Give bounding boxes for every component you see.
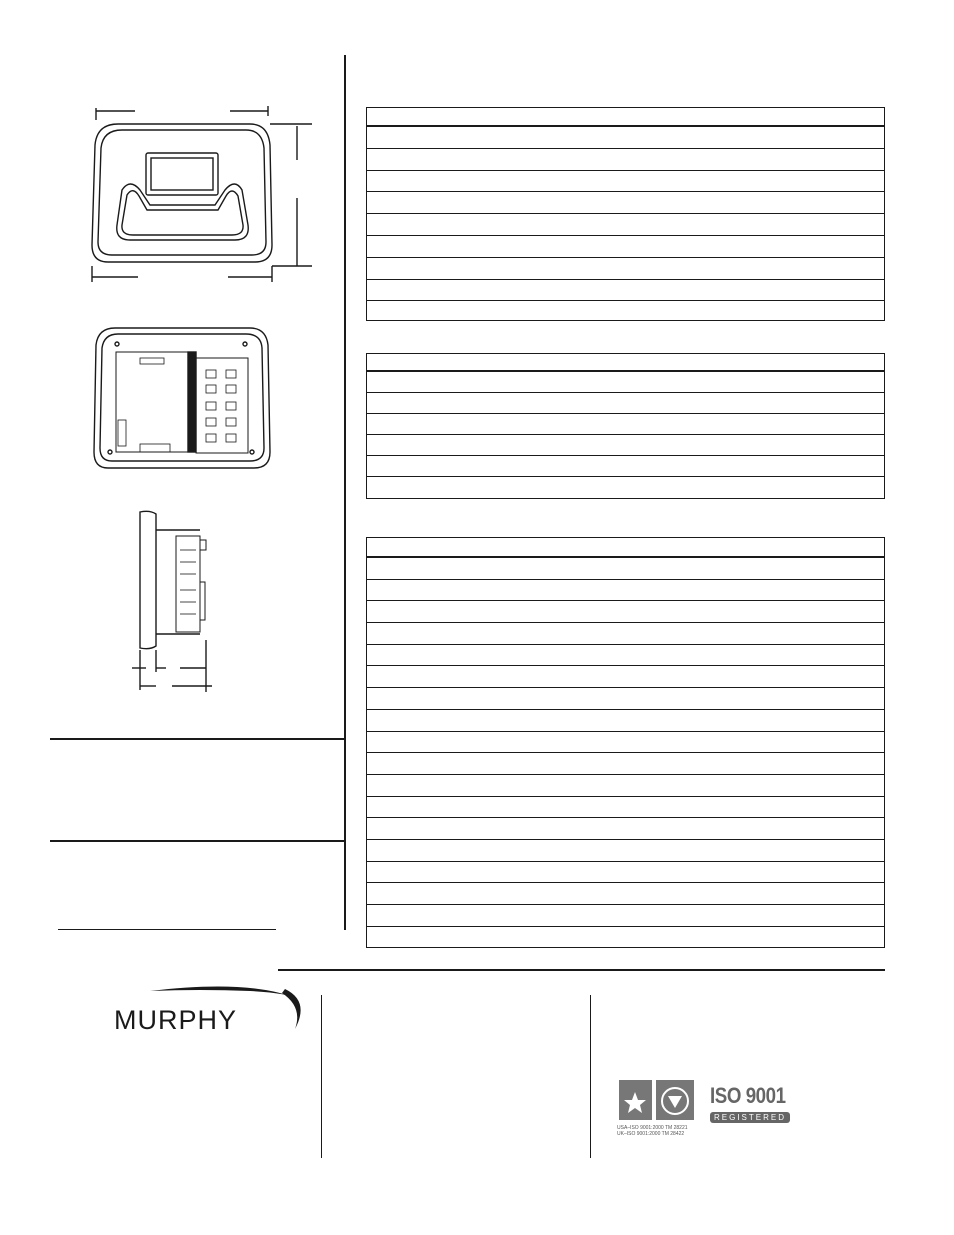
table-row	[367, 710, 884, 732]
left-section-rule-3	[58, 929, 276, 930]
table-row	[367, 393, 884, 414]
table-row	[367, 301, 884, 323]
table-row	[367, 435, 884, 456]
table-row	[367, 372, 884, 393]
table-row	[367, 258, 884, 280]
cert-line-1: USA–ISO 9001:2000 TM 28221	[617, 1125, 688, 1131]
product-drawings	[0, 0, 344, 720]
table-row	[367, 775, 884, 797]
footer-rule	[278, 969, 885, 971]
column-divider	[344, 55, 346, 930]
table-row	[367, 666, 884, 688]
logo-wordmark: MURPHY	[114, 1005, 238, 1035]
table-row	[367, 818, 884, 840]
side-view-drawing	[132, 511, 212, 692]
front-view-drawing	[92, 106, 312, 282]
table-row	[367, 905, 884, 927]
iso-registered-label: REGISTERED	[710, 1112, 790, 1123]
table-row	[367, 149, 884, 171]
table-header	[367, 108, 884, 127]
certification-lines	[617, 1125, 688, 1137]
table-header	[367, 354, 884, 372]
table-row	[367, 236, 884, 258]
table-row	[367, 477, 884, 498]
spec-table-3	[366, 537, 885, 948]
table-row	[367, 127, 884, 149]
footer-divider-1	[321, 995, 322, 1158]
table-row	[367, 645, 884, 667]
anab-accreditation-icon	[619, 1080, 697, 1124]
cert-line-2: UK–ISO 9001:2000 TM 28422	[617, 1131, 685, 1137]
table-row	[367, 214, 884, 236]
table-row	[367, 414, 884, 435]
table-row	[367, 280, 884, 302]
table-row	[367, 862, 884, 884]
table-row	[367, 840, 884, 862]
left-section-rule-2	[50, 840, 344, 842]
spec-table-1	[366, 107, 885, 321]
table-row	[367, 883, 884, 905]
table-row	[367, 456, 884, 477]
back-view-drawing	[94, 328, 270, 468]
table-row	[367, 797, 884, 819]
table-row	[367, 558, 884, 580]
table-header	[367, 538, 884, 558]
spec-table-2	[366, 353, 885, 499]
table-row	[367, 732, 884, 754]
table-row	[367, 580, 884, 602]
table-row	[367, 753, 884, 775]
table-row	[367, 601, 884, 623]
table-row	[367, 171, 884, 193]
footer-divider-2	[590, 995, 591, 1158]
table-row	[367, 192, 884, 214]
left-section-rule-1	[50, 738, 344, 740]
murphy-logo	[110, 985, 310, 1035]
iso-9001-badge	[710, 1085, 799, 1125]
iso-title: ISO 9001	[710, 1083, 786, 1108]
logo-swoosh-icon	[110, 985, 310, 1035]
table-row	[367, 688, 884, 710]
table-row	[367, 623, 884, 645]
table-row	[367, 927, 884, 949]
